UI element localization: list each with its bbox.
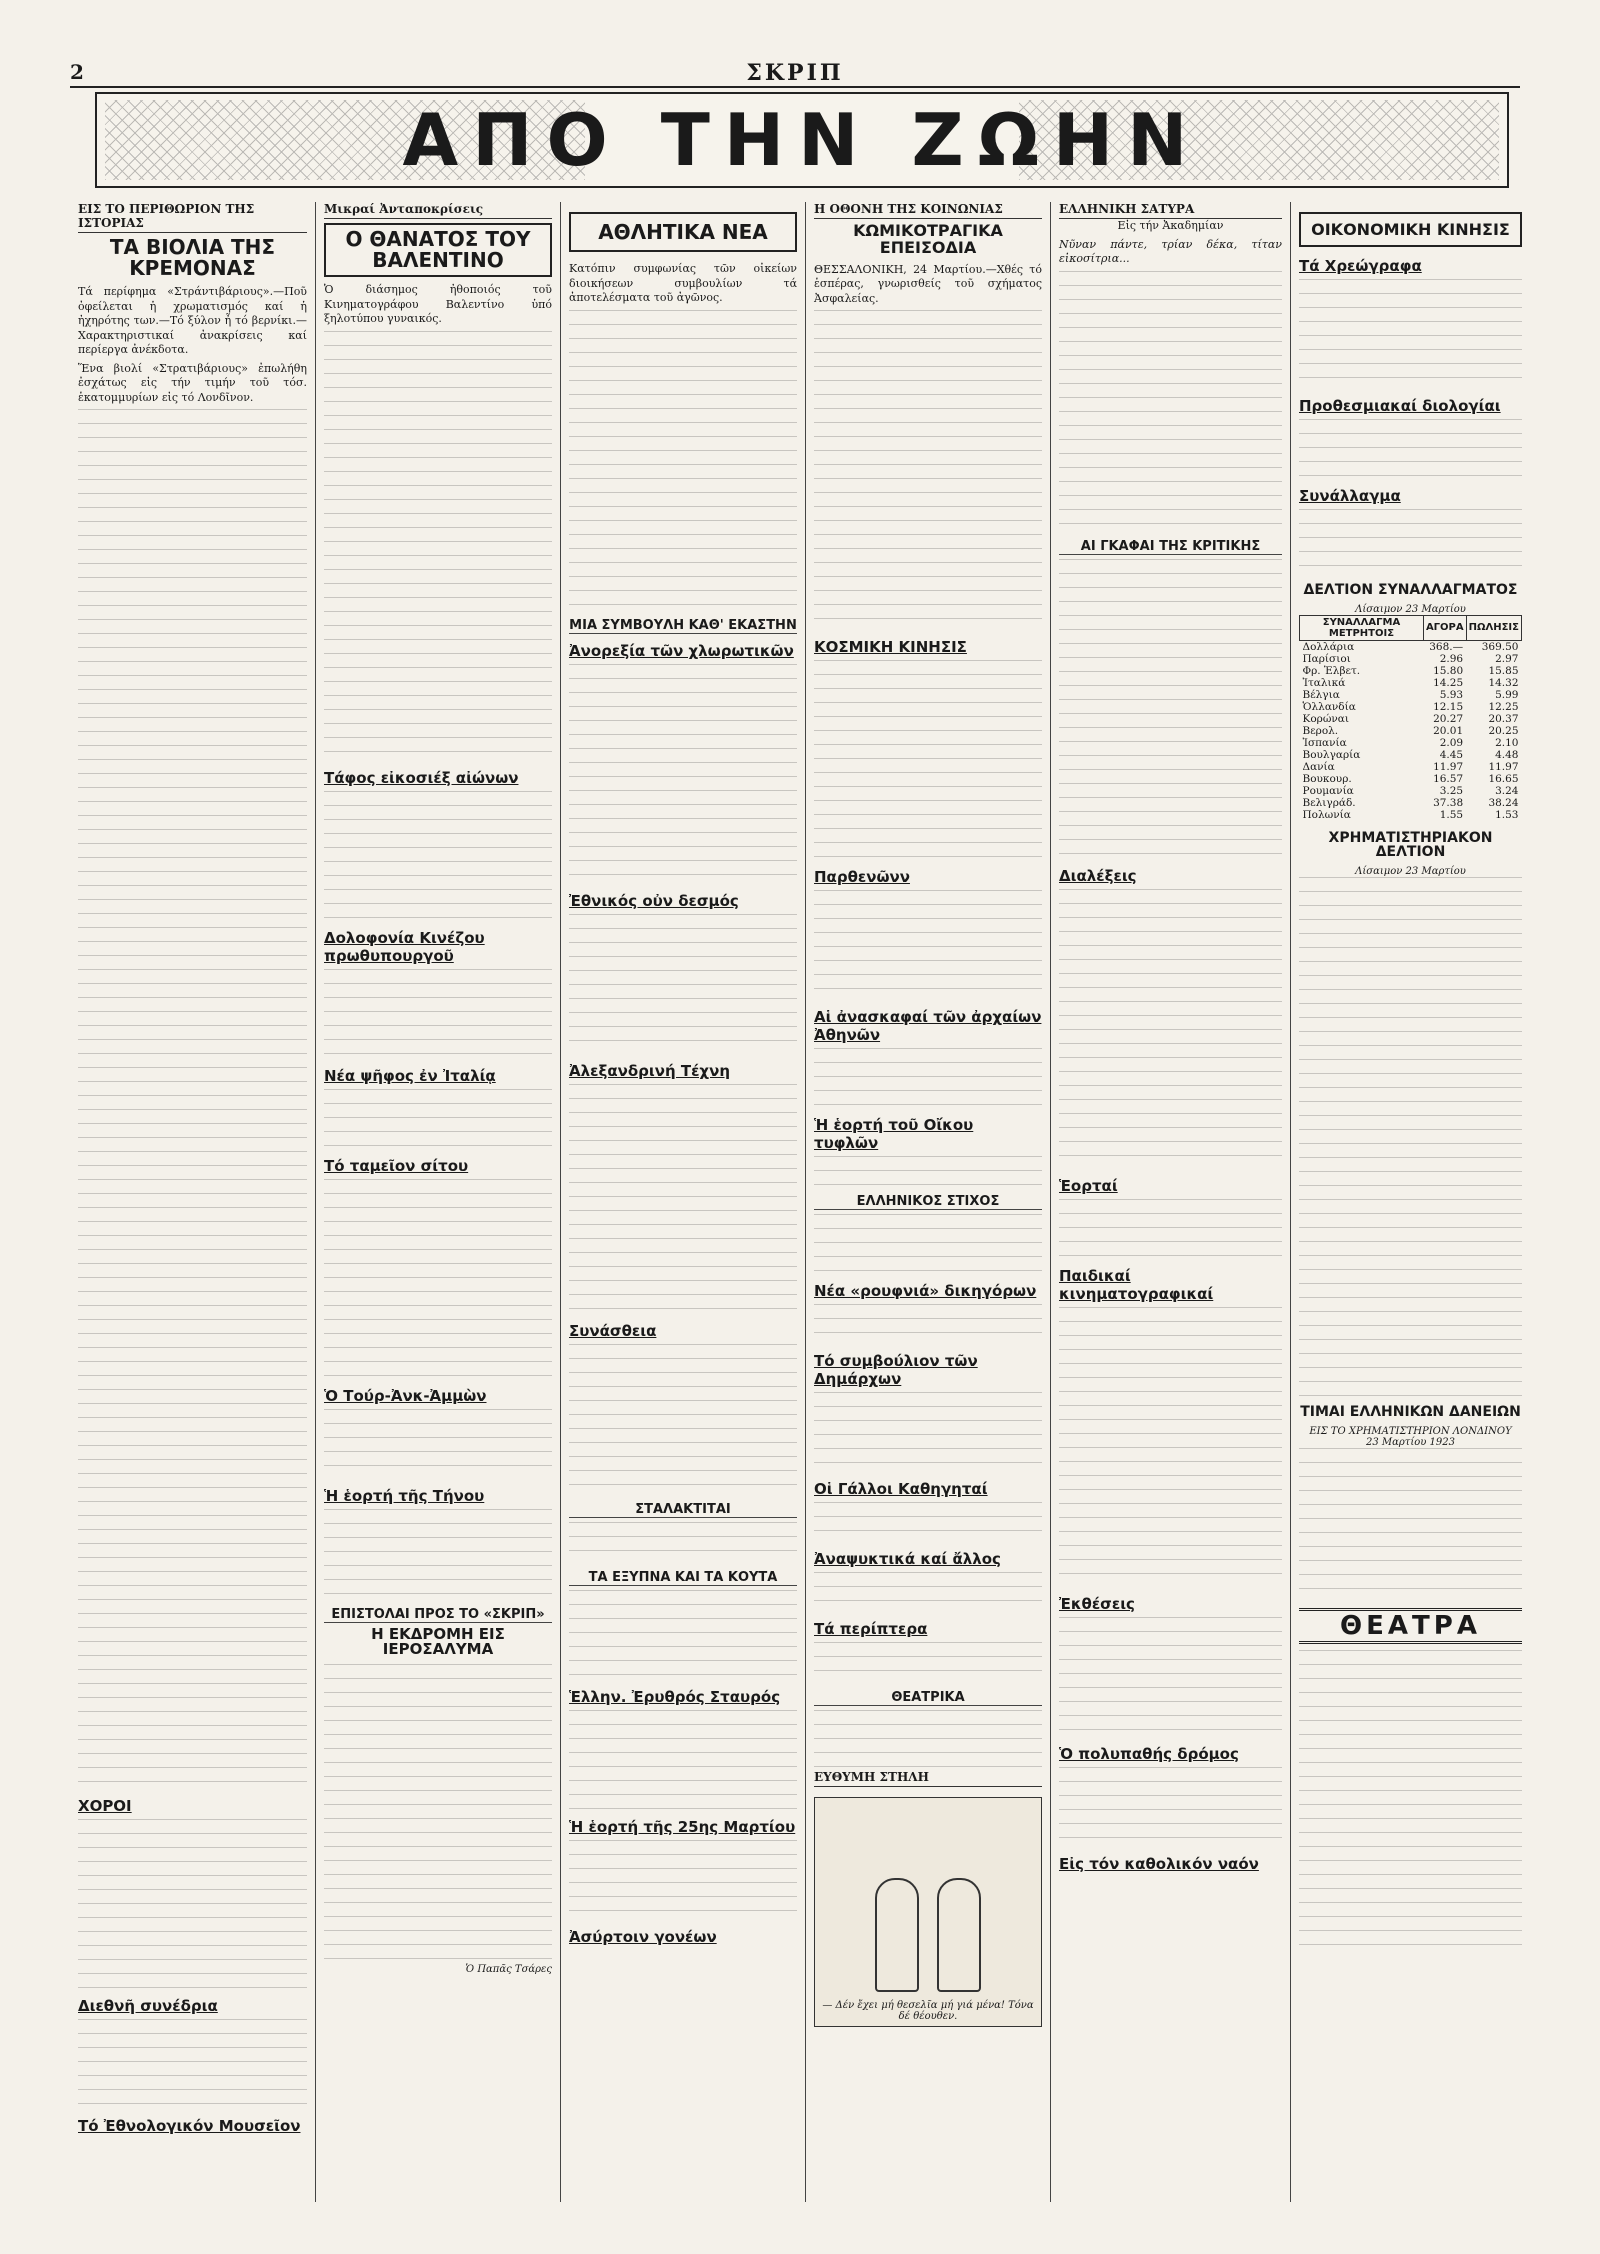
column-3 (560, 202, 805, 2202)
fx-row (1300, 640, 1522, 653)
fx-sell: 1.53 (1495, 808, 1519, 821)
text-block (324, 1509, 552, 1599)
fx-buy: 3.25 (1439, 784, 1464, 797)
section-heading: Προθεσμιακαί διολογίαι (1299, 397, 1501, 415)
section-heading: Οἱ Γάλλοι Καθηγηταί (814, 1480, 988, 1499)
fx-row (1300, 749, 1522, 761)
text-block (1299, 1448, 1522, 1598)
text-block (1299, 419, 1522, 479)
column-6 (1290, 202, 1530, 2202)
fx-sell: 20.25 (1488, 724, 1519, 737)
text-block (324, 331, 552, 761)
kicker: ΕΛΛΗΝΙΚΗ ΣΑΤΥΡΑ (1059, 202, 1282, 219)
fx-sell: 5.99 (1495, 688, 1519, 701)
fx-sell: 2.97 (1495, 652, 1519, 665)
fx-sell: 4.48 (1495, 748, 1519, 761)
section-heading: Διαλέξεις (1059, 866, 1137, 885)
fx-buy: 1.55 (1439, 808, 1464, 821)
text-block (1299, 1650, 1522, 1950)
fx-header: ΠΩΛΗΣΙΣ (1466, 615, 1521, 640)
fx-buy: 16.57 (1433, 772, 1464, 785)
section-heading: Τό ταμεῖον σίτου (324, 1156, 469, 1175)
fx-row (1300, 701, 1522, 713)
section-box: ΑΘΛΗΤΙΚΑ ΝΕΑ (569, 212, 797, 252)
fx-row (1300, 713, 1522, 725)
fx-buy: 11.97 (1433, 760, 1464, 773)
fx-row (1300, 797, 1522, 809)
theatre-heading: ΘΕΑΤΡΑ (1299, 1608, 1522, 1644)
section-heading: Νέα «ρουφνιά» δικηγόρων (814, 1282, 1037, 1301)
fx-buy: 5.93 (1439, 688, 1464, 701)
header-rule (70, 86, 1520, 88)
text-block (324, 1664, 552, 1964)
fx-sell: 12.25 (1488, 700, 1519, 713)
text-block (1059, 1617, 1282, 1737)
section-heading: ΕΛΛΗΝΙΚΟΣ ΣΤΙΧΟΣ (814, 1194, 1042, 1210)
section-heading: Ἑορταί (1059, 1176, 1118, 1195)
section-heading: Συνάσθεια (569, 1321, 657, 1340)
section-heading: ΣΤΑΛΑΚΤΙΤΑΙ (569, 1502, 797, 1518)
loans-title: ΤΙΜΑΙ ΕΛΛΗΝΙΚΩΝ ΔΑΝΕΙΩΝ (1300, 1404, 1521, 1421)
fx-sell: 16.65 (1488, 772, 1519, 785)
page-header (70, 62, 1520, 84)
text-block (1059, 559, 1282, 859)
fx-sell: 38.24 (1488, 796, 1519, 809)
text-block (814, 660, 1042, 860)
fx-sell: 3.24 (1495, 784, 1519, 797)
kicker: Μικραί Ἀνταποκρίσεις (324, 202, 552, 219)
section-heading: Δολοφονία Κινέζου πρωθυπουργοῦ (324, 928, 485, 965)
section-heading: Τάφος εἰκοσιέξ αἰώνων (324, 768, 519, 787)
fx-row (1300, 677, 1522, 689)
text-block (814, 890, 1042, 1000)
fx-buy: 12.15 (1433, 700, 1464, 713)
section-heading: ΤΑ ΕΞΥΠΝΑ ΚΑΙ ΤΑ ΚΟΥΤΑ (569, 1570, 797, 1586)
text-block (324, 1409, 552, 1479)
text-block (1059, 271, 1282, 531)
article-text: Κατόπιν συμφωνίας τῶν οἰκείων διοικήσεων συμβουλίων τά ἀποτελέσματα τοῦ ἀγῶνος. (569, 262, 797, 305)
section-heading: ΧΟΡΟΙ (78, 1797, 132, 1816)
article-text: ΘΕΣΣΑΛΟΝΙΚΗ, 24 Μαρτίου.—Χθές τό ἑσπέρας, γνωρισθείς τοῦ σχήματος Ἀσφαλείας. (814, 262, 1042, 305)
section-heading: ΚΟΣΜΙΚΗ ΚΙΝΗΣΙΣ (814, 638, 967, 657)
poem: Νῦναν πάντε, τρίαν δέκα, τίταν εἰκοσίτρια... (1059, 237, 1282, 266)
column-1 (70, 202, 315, 2202)
fx-sell: 11.97 (1488, 760, 1519, 773)
fx-row (1300, 689, 1522, 701)
fx-row (1300, 809, 1522, 821)
fx-currency: Παρίσιοι (1302, 652, 1351, 665)
column-4 (805, 202, 1050, 2202)
text-block (569, 1084, 797, 1314)
loans-date: 23 Μαρτίου 1923 (1366, 1436, 1455, 1448)
fx-buy: 15.80 (1433, 664, 1464, 677)
section-heading: Ἀνορεξία τῶν χλωρωτικῶν (569, 641, 794, 660)
section-heading: Ἡ ἑορτή τοῦ Οἴκου τυφλῶν (814, 1116, 974, 1153)
text-block (569, 1710, 797, 1810)
fx-buy: 37.38 (1433, 796, 1464, 809)
section-heading: Εἰς τόν καθολικόν ναόν (1059, 1854, 1259, 1873)
kicker: ΕΙΣ ΤΟ ΠΕΡΙΘΩΡΙΟΝ ΤΗΣ ΙΣΤΟΡΙΑΣ (78, 202, 307, 233)
fx-sell: 2.10 (1495, 736, 1519, 749)
cartoon-figure (875, 1878, 919, 1992)
text-block (814, 1156, 1042, 1186)
fx-currency: Πολωνία (1302, 808, 1351, 821)
fx-buy: 20.01 (1433, 724, 1464, 737)
fx-currency: Ρουμανία (1302, 784, 1354, 797)
fx-row (1300, 785, 1522, 797)
text-block (1299, 877, 1522, 1397)
text-block (814, 1048, 1042, 1108)
article-text: Ἕνα βιολί «Στρατιβάριους» ἐπωλήθη ἐσχάτως εἰς τήν τιμήν τοῦ τόσ. ἑκατομμυρίων εἰς τό Λονδῖνον. (78, 361, 307, 404)
section-heading: Τά Χρεώγραφα (1299, 257, 1422, 275)
section-heading: Ἀναψυκτικά καί ἄλλος (814, 1550, 1001, 1569)
headline: ΤΑ ΒΙΟΛΙΑ ΤΗΣ ΚΡΕΜΟΝΑΣ (109, 235, 276, 280)
fx-buy: 368.— (1429, 640, 1464, 653)
text-block (1299, 279, 1522, 389)
section-heading: ΘΕΑΤΡΙΚΑ (814, 1690, 1042, 1706)
kicker: Η ΟΘΟΝΗ ΤΗΣ ΚΟΙΝΩΝΙΑΣ (814, 202, 1042, 219)
page-number: 2 (70, 60, 84, 84)
section-heading: Ἑλλην. Ἐρυθρός Σταυρός (569, 1687, 781, 1706)
text-block (569, 664, 797, 884)
fx-currency: Ἰσπανία (1302, 736, 1347, 749)
text-block (1059, 889, 1282, 1169)
article-text: Ὁ διάσημος ἠθοποιός τοῦ Κινηματογράφου Βαλεντίνο ὑπό ξηλοτύπου γυναικός. (324, 283, 552, 326)
fx-header: ΣΥΝΑΛΛΑΓΜΑ ΜΕΤΡΗΤΟΙΣ (1300, 615, 1424, 640)
fx-title: ΔΕΛΤΙΟΝ ΣΥΝΑΛΛΑΓΜΑΤΟΣ (1303, 582, 1518, 598)
text-block (1299, 509, 1522, 579)
section-box: ΟΙΚΟΝΟΜΙΚΗ ΚΙΝΗΣΙΣ (1299, 212, 1522, 247)
fx-sell: 15.85 (1488, 664, 1519, 677)
fx-currency: Ἰταλικά (1302, 676, 1346, 689)
fx-currency: Βερολ. (1302, 724, 1339, 737)
fx-buy: 4.45 (1439, 748, 1464, 761)
section-heading: Ἐθνικός οὐν δεσμός (569, 891, 739, 910)
column-2 (315, 202, 560, 2202)
section-heading: Παιδικαί κινηματογραφικαί (1059, 1266, 1214, 1303)
fx-currency: Φρ. Ἑλβετ. (1302, 664, 1361, 677)
fx-buy: 2.09 (1439, 736, 1464, 749)
section-heading: Τό συμβούλιον τῶν Δημάρχων (814, 1352, 978, 1389)
fx-currency: Δανία (1302, 760, 1335, 773)
text-block (569, 1344, 797, 1494)
section-heading: Ἀλεξανδρινή Τέχνη (569, 1061, 730, 1080)
section-banner (95, 92, 1509, 188)
fx-date: Λίσαιμον 23 Μαρτίου (1355, 603, 1466, 615)
text-block (78, 409, 307, 1789)
section-heading: Τό Ἐθνολογικόν Μουσεῖον (78, 2117, 301, 2136)
loans-subtitle: ΕΙΣ ΤΟ ΧΡΗΜΑΤΙΣΤΗΡΙΟΝ ΛΟΝΔΙΝΟΥ (1309, 1425, 1512, 1437)
headline: Η ΕΚΔΡΟΜΗ ΕΙΣ ΙΕΡΟΣΑΛΥΜΑ (371, 1624, 505, 1659)
fx-row (1300, 653, 1522, 665)
text-block (78, 1819, 307, 1989)
fx-row (1300, 761, 1522, 773)
fx-currency: Δολλάρια (1302, 640, 1355, 653)
text-block (78, 2019, 307, 2109)
section-heading: ΕΥΘΥΜΗ ΣΤΗΛΗ (814, 1770, 1042, 1787)
masthead: ΣΚΡΙΠ (746, 60, 844, 86)
text-block (814, 1392, 1042, 1472)
fx-row (1300, 737, 1522, 749)
text-block (814, 1304, 1042, 1344)
headline: Ο ΘΑΝΑΤΟΣ ΤΟΥ ΒΑΛΕΝΤΙΝΟ (324, 223, 552, 277)
fx-sell: 369.50 (1481, 640, 1519, 653)
section-heading: Τά περίπτερα (814, 1620, 928, 1639)
section-heading: Ὁ πολυπαθής δρόμος (1059, 1744, 1239, 1763)
banner-title: ΑΠΟ ΤΗΝ ΖΩΗΝ (402, 98, 1202, 182)
fx-buy: 2.96 (1439, 652, 1464, 665)
text-block (569, 1840, 797, 1920)
column-5 (1050, 202, 1290, 2202)
text-block (324, 791, 552, 921)
section-heading: Αἱ ἀνασκαφαί τῶν ἀρχαίων Ἀθηνῶν (814, 1008, 1042, 1045)
section-heading: ΕΠΙΣΤΟΛΑΙ ΠΡΟΣ ΤΟ «ΣΚΡΙΠ» (324, 1607, 552, 1623)
fx-currency: Βουκουρ. (1302, 772, 1352, 785)
section-heading: Ἐκθέσεις (1059, 1594, 1135, 1613)
lead: Τά περίφημα «Στράντιβάριους».—Ποῦ ὀφείλεται ἡ χρωματισμός καί ἡ ἠχηρότης των.—Τό ξύλον ἦ τό βερνίκι.—Χαρακτηριστικαί ἀνακρίσεις καί περίεργα ἀνέκδοτα. (78, 285, 307, 357)
signature: Ὁ Παπᾶς Τσάρες (465, 1964, 552, 1976)
fx-currency: Ὁλλανδία (1302, 700, 1356, 713)
fx-currency: Κορώναι (1302, 712, 1349, 725)
headline: ΚΩΜΙΚΟΤΡΑΓΙΚΑ ΕΠΕΙΣΟΔΙΑ (853, 221, 1003, 257)
text-block (569, 1590, 797, 1680)
text-block (814, 1710, 1042, 1770)
text-block (569, 310, 797, 610)
text-block (814, 1572, 1042, 1612)
text-block (814, 1214, 1042, 1274)
fx-sell: 14.32 (1488, 676, 1519, 689)
fx-currency: Βουλγαρία (1302, 748, 1361, 761)
section-heading: Συνάλλαγμα (1299, 487, 1401, 505)
text-block (324, 969, 552, 1059)
text-block (324, 1179, 552, 1379)
article-text: Εἰς τήν Ἀκαδημίαν (1117, 219, 1224, 232)
bourse-title: ΧΡΗΜΑΤΙΣΤΗΡΙΑΚΟΝ ΔΕΛΤΙΟΝ (1328, 829, 1493, 861)
cartoon-illustration (814, 1797, 1042, 2027)
cartoon-figure (937, 1878, 981, 1992)
fx-buy: 14.25 (1433, 676, 1464, 689)
text-block (1059, 1307, 1282, 1587)
text-block (814, 310, 1042, 630)
columns (70, 202, 1530, 2202)
fx-header: ΑΓΟΡΑ (1423, 615, 1466, 640)
section-heading: Διεθνῆ συνέδρια (78, 1997, 218, 2016)
section-heading: Ἀσύρτοιν γονέων (569, 1927, 717, 1946)
section-heading: Νέα ψῆφος ἐν Ἰταλίᾳ (324, 1066, 496, 1085)
text-block (324, 1089, 552, 1149)
section-heading: Ἡ ἑορτή τῆς 25ης Μαρτίου (569, 1817, 796, 1836)
section-heading: Παρθενῶνν (814, 868, 910, 887)
text-block (569, 914, 797, 1054)
fx-table (1299, 615, 1522, 821)
section-heading: Ἡ ἑορτή τῆς Τήνου (324, 1486, 485, 1505)
fx-row (1300, 773, 1522, 785)
fx-currency: Βέλγια (1302, 688, 1340, 701)
fx-currency: Βελιγράδ. (1302, 796, 1356, 809)
bourse-date: Λίσαιμον 23 Μαρτίου (1355, 866, 1466, 878)
fx-row (1300, 665, 1522, 677)
section-heading: ΜΙΑ ΣΥΜΒΟΥΛΗ ΚΑΘ' ΕΚΑΣΤΗΝ (569, 617, 797, 633)
text-block (569, 1522, 797, 1562)
fx-row (1300, 725, 1522, 737)
section-heading: Ὁ Τούρ-Ἀνκ-Ἀμμὼν (324, 1386, 487, 1405)
text-block (814, 1642, 1042, 1682)
section-heading: ΑΙ ΓΚΑΦΑΙ ΤΗΣ ΚΡΙΤΙΚΗΣ (1059, 539, 1282, 555)
cartoon-caption: — Δέν ἔχει μή θεσελῖα μή γιά μένα! Τόνα δέ θέουθεν. (822, 2000, 1034, 2023)
fx-sell: 20.37 (1488, 712, 1519, 725)
text-block (1059, 1767, 1282, 1847)
text-block (814, 1502, 1042, 1542)
fx-buy: 20.27 (1433, 712, 1464, 725)
text-block (1059, 1199, 1282, 1259)
